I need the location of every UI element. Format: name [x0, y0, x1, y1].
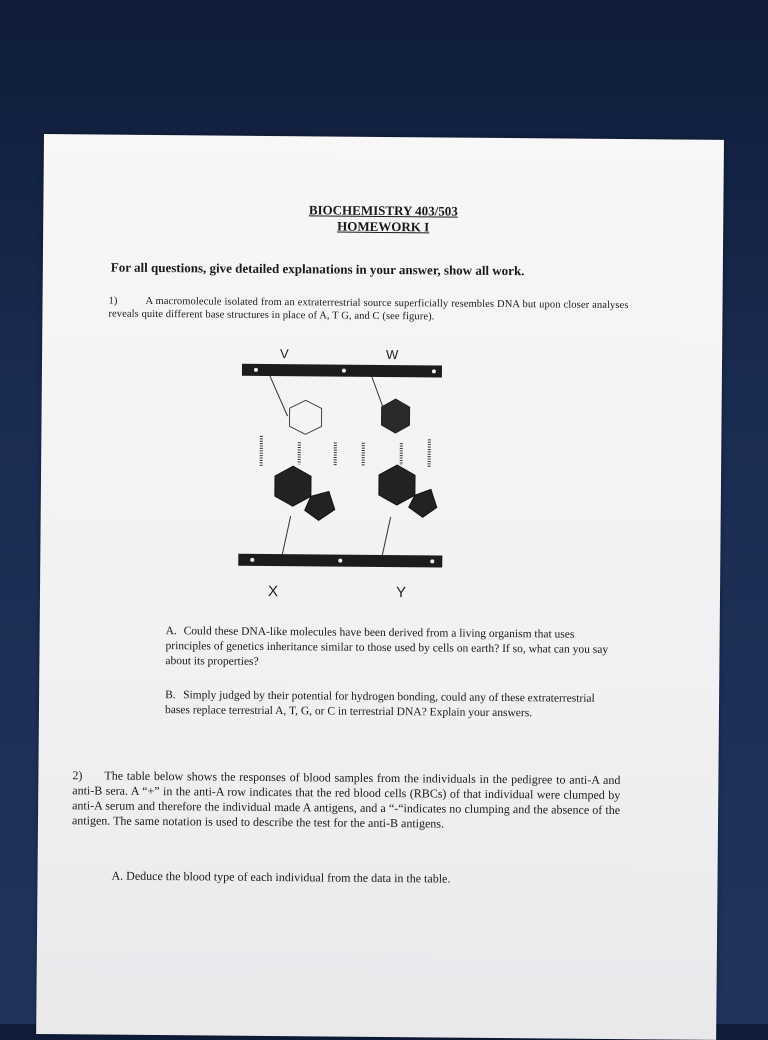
question-2: [72, 768, 621, 833]
label-w: W: [386, 347, 399, 362]
question-1-text: A macromolecule isolated from an extraterrestrial source superficially resembles DNA but upon closer analyses reveals quite different base structures in place of A, T G, and C (see figure).: [108, 296, 628, 323]
question-2-part-a: [111, 869, 450, 887]
homework-page: [36, 134, 724, 1040]
part-b-label: B.: [165, 688, 183, 703]
question-1-part-a: [165, 624, 617, 673]
label-v: V: [280, 346, 289, 361]
base-structures-figure: [230, 346, 452, 608]
sugar-link: [282, 516, 290, 554]
backbone-dot: [342, 369, 346, 373]
q2-part-a-text: Deduce the blood type of each individual from the data in the table.: [126, 869, 450, 886]
course-title: BIOCHEMISTRY 403/503: [43, 200, 723, 222]
q2-part-a-label: A.: [111, 869, 123, 883]
backbone-dot: [254, 368, 258, 372]
question-1-part-b: [165, 688, 617, 722]
backbone-dot: [338, 559, 342, 563]
label-y: Y: [396, 584, 406, 601]
sugar-link: [270, 376, 288, 416]
part-b-text: Simply judged by their potential for hydrogen bonding, could any of these extraterrestrial bases replace terrestrial A, T, G, or C in terrestrial DNA? Explain your answers.: [165, 689, 595, 719]
base-ring-y: [379, 465, 415, 505]
base-ring-x: [275, 466, 311, 506]
question-2-number: 2): [72, 768, 82, 782]
backbone-dot: [430, 559, 434, 563]
instructions: For all questions, give detailed explanations in your answer, show all work.: [111, 260, 525, 280]
part-a-label: A.: [166, 624, 184, 639]
backbone-dot: [432, 369, 436, 373]
assignment-title: HOMEWORK I: [43, 216, 723, 238]
question-2-text: The table below shows the responses of blood samples from the individuals in the pedigree to anti-A and anti-B sera. A “+” in the anti-A row indicates that the red blood cells (RBCs) of that individual were clumped by anti-A serum and therefore the individual made A antigens, and a “-“indicates no clumping and the absence of the antigen. The same notation is used to describe the test for the anti-B antigens.: [72, 769, 620, 831]
sugar-link: [382, 517, 390, 555]
question-1-number: 1): [108, 296, 117, 307]
backbone-dot: [250, 558, 254, 562]
question-1: [108, 295, 628, 326]
label-x: X: [268, 583, 278, 600]
base-ring-w: [381, 399, 409, 433]
base-ring-v: [289, 400, 321, 434]
part-a-text: Could these DNA-like molecules have been derived from a living organism that uses principles of genetics inheritance similar to those used by cells on earth? If so, what can you say about its properties?: [165, 625, 608, 668]
